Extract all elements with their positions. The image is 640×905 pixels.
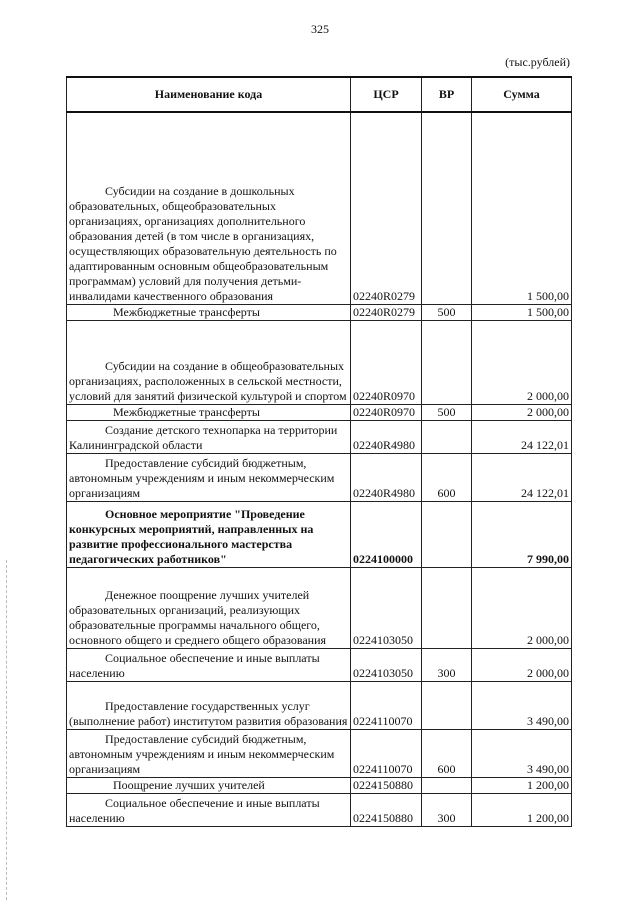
row-name bbox=[67, 112, 351, 304]
row-sum: 2 000,00 bbox=[472, 404, 572, 420]
row-name bbox=[67, 453, 351, 501]
row-vr bbox=[422, 681, 472, 729]
table-row bbox=[67, 793, 572, 826]
row-sum: 3 490,00 bbox=[472, 729, 572, 777]
row-vr bbox=[422, 501, 472, 567]
header-vr: ВР bbox=[422, 77, 472, 112]
row-name: Межбюджетные трансферты bbox=[67, 304, 351, 320]
row-name: Поощрение лучших учителей bbox=[67, 777, 351, 793]
row-name-text: Основное мероприятие "Проведение конкурсных мероприятий, направленных на развитие профессионального мастерства педагогических работников" bbox=[69, 506, 314, 566]
row-name bbox=[67, 567, 351, 648]
row-sum: 1 500,00 bbox=[472, 112, 572, 304]
row-vr bbox=[422, 567, 472, 648]
row-sum: 1 200,00 bbox=[472, 793, 572, 826]
table-row bbox=[67, 420, 572, 453]
row-name: Межбюджетные трансферты bbox=[67, 404, 351, 420]
row-csr: 0224103050 bbox=[351, 648, 422, 681]
row-name bbox=[67, 729, 351, 777]
row-name bbox=[67, 648, 351, 681]
table-row bbox=[67, 648, 572, 681]
row-csr: 0224103050 bbox=[351, 567, 422, 648]
row-csr: 02240R0279 bbox=[351, 304, 422, 320]
page-number: 325 bbox=[311, 22, 329, 36]
header-name: Наименование кода bbox=[67, 77, 351, 112]
row-csr: 02240R4980 bbox=[351, 453, 422, 501]
table-header-row bbox=[67, 77, 572, 112]
row-csr: 0224150880 bbox=[351, 777, 422, 793]
row-sum: 3 490,00 bbox=[472, 681, 572, 729]
row-name bbox=[67, 420, 351, 453]
row-csr: 0224110070 bbox=[351, 681, 422, 729]
table-row bbox=[67, 320, 572, 404]
scan-margin-line bbox=[6, 560, 8, 900]
row-name-text: Социальное обеспечение и иные выплаты населению bbox=[69, 650, 320, 680]
header-sum: Сумма bbox=[472, 77, 572, 112]
row-sum: 7 990,00 bbox=[472, 501, 572, 567]
units-label: (тыс.рублей) bbox=[505, 55, 570, 69]
row-name-text: Субсидии на создание в общеобразовательных организациях, расположенных в сельской местности, условий для занятий физической культурой и спортом bbox=[69, 358, 347, 403]
table-row bbox=[67, 112, 572, 304]
row-name-text: Предоставление субсидий бюджетным, автономным учреждениям и иным некоммерческим организациям bbox=[69, 455, 335, 500]
row-name bbox=[67, 681, 351, 729]
row-csr: 0224110070 bbox=[351, 729, 422, 777]
row-vr: 500 bbox=[422, 304, 472, 320]
row-vr bbox=[422, 320, 472, 404]
table-row bbox=[67, 777, 572, 793]
row-name-text: Создание детского технопарка на территории Калининградской области bbox=[69, 422, 338, 452]
row-csr: 02240R0970 bbox=[351, 320, 422, 404]
row-name-text: Предоставление государственных услуг (выполнение работ) институтом развития образования bbox=[69, 698, 348, 728]
row-vr bbox=[422, 112, 472, 304]
row-csr: 02240R4980 bbox=[351, 420, 422, 453]
row-name-text: Денежное поощрение лучших учителей образовательных организаций, реализующих образовательные программы начального общего, основного общего и среднего общего образования bbox=[69, 587, 327, 647]
table-row bbox=[67, 729, 572, 777]
table-row bbox=[67, 304, 572, 320]
row-name bbox=[67, 501, 351, 567]
table-row bbox=[67, 501, 572, 567]
row-vr: 500 bbox=[422, 404, 472, 420]
table-row bbox=[67, 404, 572, 420]
row-name bbox=[67, 320, 351, 404]
table-row bbox=[67, 681, 572, 729]
row-name-text: Субсидии на создание в дошкольных образовательных, общеобразовательных организациях, организациях дополнительного образования детей (в том числе в организациях, осуществляющих образовательную деятельность по адаптированным основным общеобразовательным программам) условий для получения детьми-инвалидами качественного образования bbox=[69, 183, 337, 303]
row-sum: 2 000,00 bbox=[472, 320, 572, 404]
header-csr: ЦСР bbox=[351, 77, 422, 112]
row-sum: 2 000,00 bbox=[472, 648, 572, 681]
row-name bbox=[67, 793, 351, 826]
row-sum: 24 122,01 bbox=[472, 420, 572, 453]
row-sum: 1 200,00 bbox=[472, 777, 572, 793]
table-row bbox=[67, 567, 572, 648]
row-csr: 0224100000 bbox=[351, 501, 422, 567]
row-sum: 1 500,00 bbox=[472, 304, 572, 320]
row-name-text: Предоставление субсидий бюджетным, автономным учреждениям и иным некоммерческим организациям bbox=[69, 731, 335, 776]
row-sum: 2 000,00 bbox=[472, 567, 572, 648]
row-name-text: Социальное обеспечение и иные выплаты населению bbox=[69, 795, 320, 825]
row-sum: 24 122,01 bbox=[472, 453, 572, 501]
row-vr: 300 bbox=[422, 648, 472, 681]
row-vr: 600 bbox=[422, 453, 472, 501]
row-vr bbox=[422, 420, 472, 453]
budget-table bbox=[66, 76, 572, 827]
row-vr bbox=[422, 777, 472, 793]
table-row bbox=[67, 453, 572, 501]
row-vr: 600 bbox=[422, 729, 472, 777]
row-vr: 300 bbox=[422, 793, 472, 826]
row-csr: 02240R0279 bbox=[351, 112, 422, 304]
row-csr: 02240R0970 bbox=[351, 404, 422, 420]
row-csr: 0224150880 bbox=[351, 793, 422, 826]
